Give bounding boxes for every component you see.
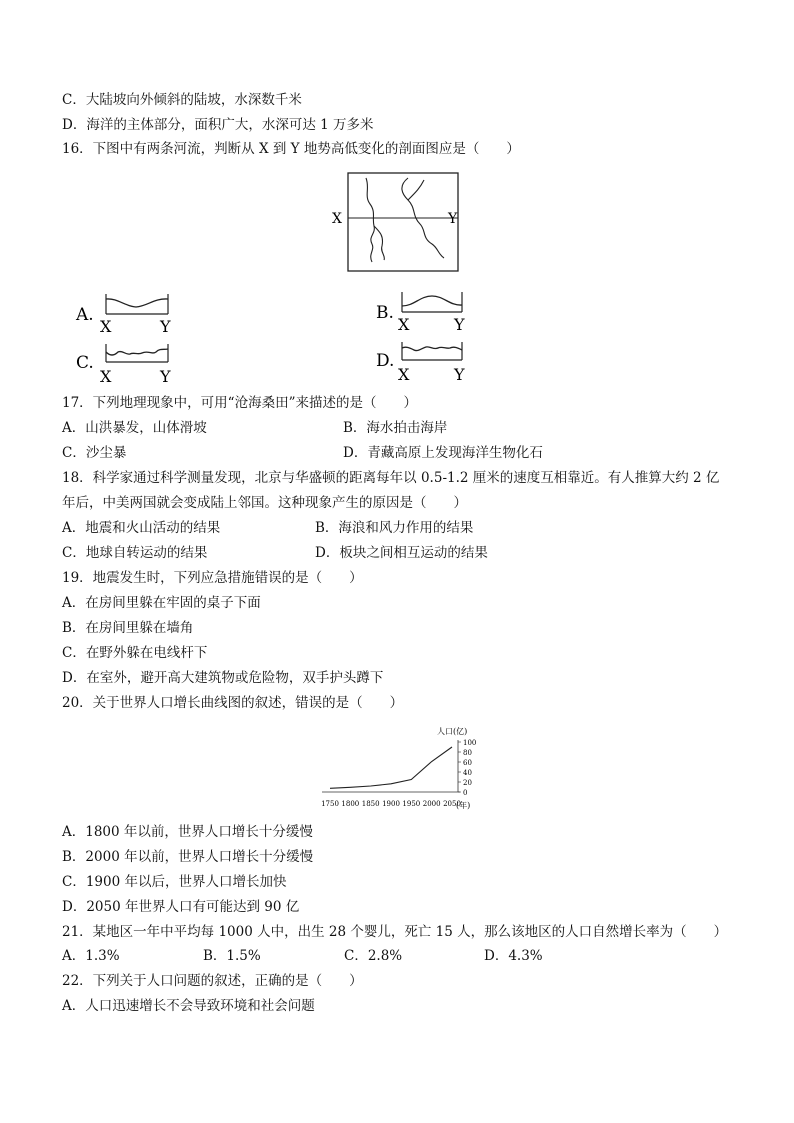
profile-c-x: X: [100, 367, 112, 386]
x-tick-label: 1850: [361, 800, 380, 808]
y-tick-label: 80: [463, 749, 472, 757]
q17-option-c: C．沙尘暴: [62, 445, 127, 461]
y-tick-label: 100: [463, 739, 477, 747]
q21-option-c: C．2.8%: [344, 948, 403, 964]
profile-c-curve: [106, 349, 168, 355]
q18-option-a: A．地震和火山活动的结果: [62, 520, 221, 536]
q18-stem-line1: 18．科学家通过科学测量发现，北京与华盛顿的距离每年以 0.5-1.2 厘米的速度互相靠近。有人推算大约 2 亿: [62, 470, 720, 486]
q21-option-b: B．1.5%: [203, 948, 261, 964]
q19-option-a: A．在房间里躲在牢固的桌子下面: [62, 595, 261, 611]
profile-b-x: X: [398, 315, 410, 334]
map-y-label: Y: [448, 211, 458, 227]
q17-option-d: D．青藏高原上发现海洋生物化石: [343, 445, 543, 461]
profile-a-letter: A.: [76, 305, 94, 325]
q15-option-d: D．海洋的主体部分，面积广大，水深可达 1 万多米: [62, 117, 374, 133]
q17-stem: 17．下列地理现象中，可用“沧海桑田”来描述的是（ ）: [62, 395, 417, 411]
q22-stem: 22．下列关于人口问题的叙述，正确的是（ ）: [62, 973, 363, 989]
profile-d-x: X: [398, 365, 410, 384]
river-left-branch: [374, 226, 384, 260]
q20-stem: 20．关于世界人口增长曲线图的叙述，错误的是（ ）: [62, 695, 404, 711]
q18-option-c: C．地球自转运动的结果: [62, 545, 208, 561]
y-tick-label: 40: [463, 769, 472, 777]
x-tick-label: 2050: [443, 800, 461, 808]
q20-option-b: B．2000 年以前，世界人口增长十分缓慢: [62, 849, 314, 865]
q21-stem: 21．某地区一年中平均每 1000 人中，出生 28 个婴儿，死亡 15 人，那么该地区的人口自然增长率为（ ）: [62, 924, 728, 940]
q19-option-b: B．在房间里躲在墙角: [62, 620, 194, 636]
y-tick-label: 0: [463, 789, 468, 797]
profile-a-y: Y: [160, 317, 171, 336]
q18-option-d: D．板块之间相互运动的结果: [315, 545, 488, 561]
q20-option-a: A．1800 年以前，世界人口增长十分缓慢: [62, 824, 313, 840]
chart-xlabel: (年): [456, 801, 471, 810]
river-left: [366, 178, 374, 262]
q21-option-d: D．4.3%: [484, 948, 543, 964]
x-tick-label: 1950: [402, 800, 421, 808]
q16-stem: 16．下图中有两条河流，判断从 X 到 Y 地势高低变化的剖面图应是（ ）: [62, 141, 520, 157]
profile-option-d: [372, 336, 482, 384]
profile-b-y: Y: [454, 315, 465, 334]
y-tick-label: 20: [463, 779, 472, 787]
q20-option-c: C．1900 年以后，世界人口增长加快: [62, 874, 287, 890]
population-curve: [330, 747, 452, 788]
q17-option-b: B．海水拍击海岸: [343, 420, 448, 436]
q17-option-a: A．山洪暴发，山体滑坡: [62, 420, 207, 436]
profile-b-curve: [402, 296, 462, 306]
x-tick-label: 1800: [341, 800, 360, 808]
profile-option-b: [372, 288, 482, 334]
profile-c-letter: C.: [76, 353, 94, 373]
river-map-figure: [328, 170, 468, 274]
q19-option-d: D．在室外，避开高大建筑物或危险物，双手护头蹲下: [62, 670, 384, 686]
q18-stem-line2: 年后，中美两国就会变成陆上邻国。这种现象产生的原因是（ ）: [62, 495, 467, 511]
profile-d-y: Y: [454, 365, 465, 384]
river-right-branch: [408, 180, 424, 200]
profile-c-y: Y: [160, 367, 171, 386]
q19-stem: 19．地震发生时，下列应急措施错误的是（ ）: [62, 570, 363, 586]
q15-option-c: C．大陆坡向外倾斜的陆坡，水深数千米: [62, 92, 302, 108]
x-tick-label: 2000: [422, 800, 441, 808]
q22-option-a: A．人口迅速增长不会导致环境和社会问题: [62, 998, 315, 1014]
profile-option-c: [72, 338, 182, 386]
profile-d-curve: [402, 347, 462, 351]
profile-a-curve: [106, 299, 168, 307]
map-x-label: X: [332, 211, 342, 227]
profile-d-letter: D.: [376, 351, 395, 371]
q20-option-d: D．2050 年世界人口有可能达到 90 亿: [62, 899, 300, 915]
population-growth-chart: [316, 722, 482, 814]
q21-option-a: A．1.3%: [62, 948, 120, 964]
x-tick-label: 1900: [382, 800, 400, 808]
x-tick-label: 1750: [321, 800, 339, 808]
q18-option-b: B．海浪和风力作用的结果: [315, 520, 474, 536]
chart-ylabel: 人口(亿): [437, 727, 468, 736]
profile-b-letter: B.: [376, 303, 394, 323]
profile-option-a: [72, 290, 182, 336]
y-tick-label: 60: [463, 759, 472, 767]
profile-a-x: X: [100, 317, 112, 336]
q19-option-c: C．在野外躲在电线杆下: [62, 645, 208, 661]
